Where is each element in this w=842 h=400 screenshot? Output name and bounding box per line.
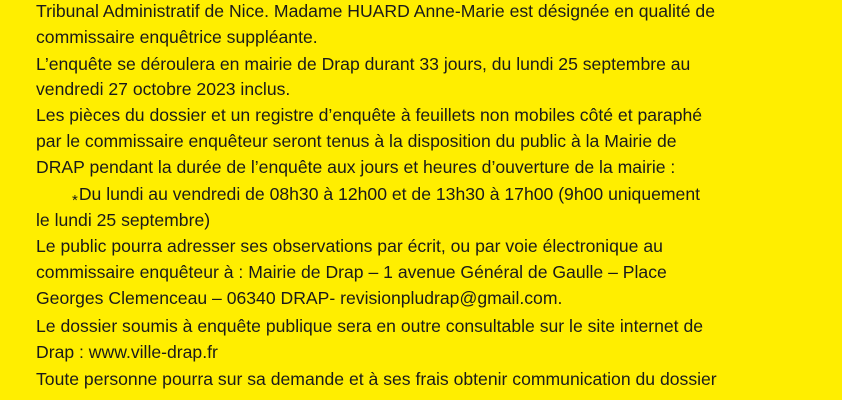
text-line-11: commissaire enquêteur à : Mairie de Drap – 1 avenue Général de Gaulle – Place: [36, 262, 667, 282]
text-line-14: Drap : www.ville-drap.fr: [36, 342, 218, 362]
text-line-9: le lundi 25 septembre): [36, 210, 211, 230]
text-line-5: Les pièces du dossier et un registre d’enquête à feuillets non mobiles côté et paraphé: [36, 105, 703, 125]
text-line-3: L’enquête se déroulera en mairie de Drap durant 33 jours, du lundi 25 septembre au: [36, 54, 691, 74]
text-line-7: DRAP pendant la durée de l’enquête aux jours et heures d’ouverture de la mairie :: [36, 157, 676, 177]
bullet-star-icon: *: [72, 192, 78, 209]
text-line-4: vendredi 27 octobre 2023 inclus.: [36, 79, 291, 99]
bullet-item-text: Du lundi au vendredi de 08h30 à 12h00 et de 13h30 à 17h00 (9h00 uniquement: [78, 184, 701, 204]
text-line-10: Le public pourra adresser ses observations par écrit, ou par voie électronique au: [36, 236, 663, 256]
text-line-12: Georges Clemenceau – 06340 DRAP- revisionpludrap@gmail.com.: [36, 288, 563, 308]
text-line-1: Tribunal Administratif de Nice. Madame HUARD Anne-Marie est désignée en qualité de: [36, 1, 715, 21]
text-line-13: Le dossier soumis à enquête publique sera en outre consultable sur le site internet de: [36, 316, 704, 336]
bullet-item-hours: [72, 182, 700, 208]
text-line-6: par le commissaire enquêteur seront tenus à la disposition du public à la Mairie de: [36, 131, 677, 151]
text-line-15: Toute personne pourra sur sa demande et à ses frais obtenir communication du dossier: [36, 369, 717, 389]
text-line-2: commissaire enquêtrice suppléante.: [36, 27, 318, 47]
